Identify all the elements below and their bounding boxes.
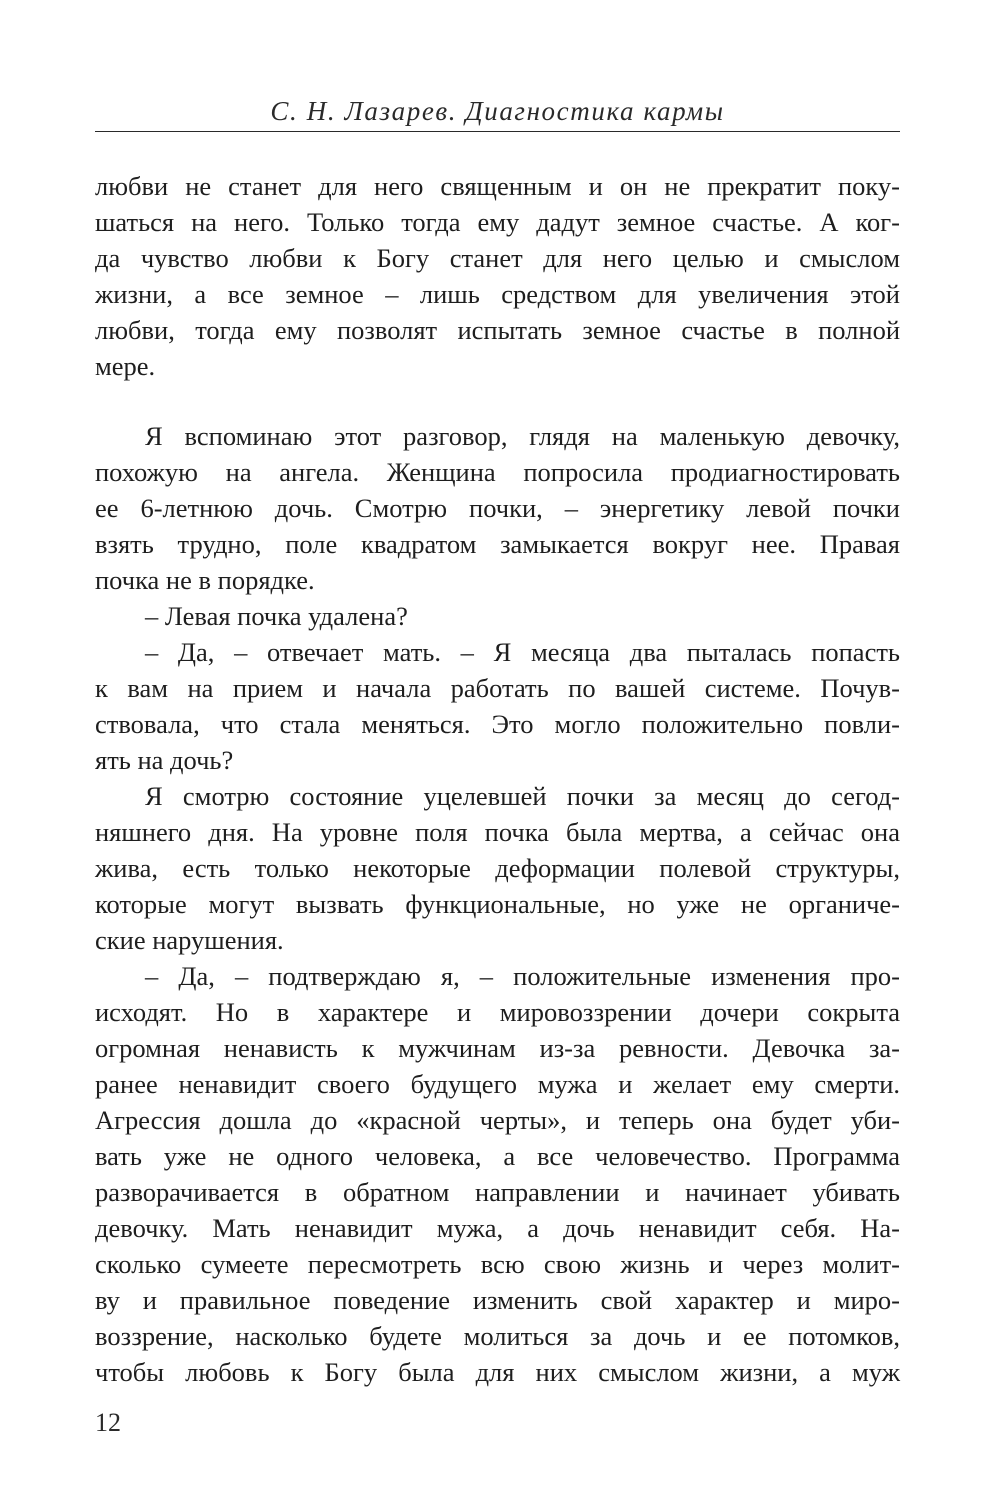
header-rule	[95, 131, 900, 132]
text-line: которые могут вызвать функциональные, но уже не органиче-	[95, 889, 900, 919]
text-line: похожую на ангела. Женщина попросила продиагностировать	[95, 457, 900, 487]
text-line: Я смотрю состояние уцелевшей почки за месяц до сегод-	[145, 781, 900, 811]
text-line: любви, тогда ему позволят испытать земное счастье в полной	[95, 315, 900, 345]
text-line: ранее ненавидит своего будущего мужа и желает ему смерти.	[95, 1069, 900, 1099]
text-line: Агрессия дошла до «красной черты», и теперь она будет уби-	[95, 1105, 900, 1135]
text-line: исходят. Но в характере и мировоззрении дочери сокрыта	[95, 997, 900, 1027]
text-line: – Да, – отвечает мать. – Я месяца два пыталась попасть	[145, 637, 900, 667]
text-line: разворачивается в обратном направлении и начинает убивать	[95, 1177, 900, 1207]
running-header: С. Н. Лазарев. Диагностика кармы	[270, 96, 725, 126]
text-line: огромная ненависть к мужчинам из-за ревности. Девочка за-	[95, 1033, 900, 1063]
text-line: ее 6-летнюю дочь. Смотрю почки, – энергетику левой почки	[95, 493, 900, 523]
text-line: взять трудно, поле квадратом замыкается вокруг нее. Правая	[95, 529, 900, 559]
text-line: ские нарушения.	[95, 925, 284, 955]
text-line: сколько сумеете пересмотреть всю свою жизнь и через молит-	[95, 1249, 900, 1279]
text-line: шаться на него. Только тогда ему дадут земное счастье. А ког-	[95, 207, 900, 237]
text-line: вать уже не одного человека, а все человечество. Программа	[95, 1141, 900, 1171]
text-line: ять на дочь?	[95, 745, 234, 775]
text-line: – Да, – подтверждаю я, – положительные изменения про-	[145, 961, 900, 991]
page-number: 12	[95, 1408, 121, 1437]
text-line: воззрение, насколько будете молиться за дочь и ее потомков,	[95, 1321, 900, 1351]
text-line: любви не станет для него священным и он не прекратит поку-	[95, 171, 900, 201]
text-line: жива, есть только некоторые деформации полевой структуры,	[95, 853, 900, 883]
text-line: почка не в порядке.	[95, 565, 315, 595]
text-line: девочку. Мать ненавидит мужа, а дочь ненавидит себя. На-	[95, 1213, 900, 1243]
text-line: Я вспоминаю этот разговор, глядя на маленькую девочку,	[145, 421, 900, 451]
text-line: чтобы любовь к Богу была для них смыслом жизни, а муж	[95, 1357, 900, 1387]
text-line: к вам на прием и начала работать по вашей системе. Почув-	[95, 673, 900, 703]
text-line: няшнего дня. На уровне поля почка была мертва, а сейчас она	[95, 817, 900, 847]
text-line: да чувство любви к Богу станет для него целью и смыслом	[95, 243, 900, 273]
text-line: – Левая почка удалена?	[145, 601, 408, 631]
text-line: ву и правильное поведение изменить свой характер и миро-	[95, 1285, 900, 1315]
text-line: мере.	[95, 351, 156, 381]
text-line: ствовала, что стала меняться. Это могло положительно повли-	[95, 709, 900, 739]
text-line: жизни, а все земное – лишь средством для увеличения этой	[95, 279, 900, 309]
